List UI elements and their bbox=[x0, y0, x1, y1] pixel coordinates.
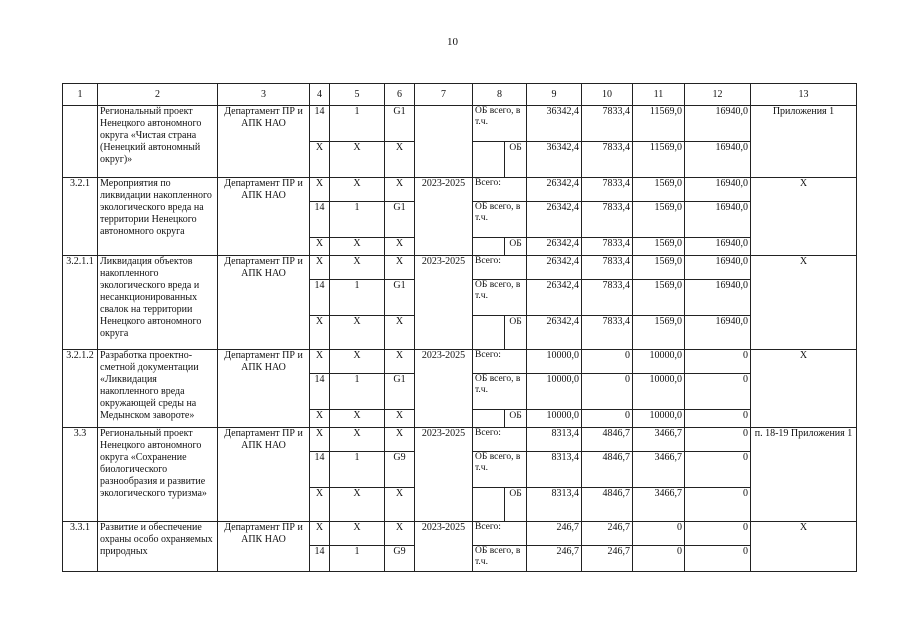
cell-col5: Х bbox=[330, 488, 385, 522]
table-row bbox=[63, 256, 857, 280]
amount-year-3: 0 bbox=[685, 522, 751, 546]
cell-col6: Х bbox=[385, 316, 415, 350]
amount-year-2: 1569,0 bbox=[633, 316, 685, 350]
row-department: Департамент ПР и АПК НАО bbox=[218, 522, 310, 572]
funding-source: ОБ bbox=[505, 488, 527, 522]
amount-year-3: 0 bbox=[685, 546, 751, 572]
amount-year-3: 0 bbox=[685, 452, 751, 488]
amount-year-2: 1569,0 bbox=[633, 238, 685, 256]
amount-year-3: 16940,0 bbox=[685, 238, 751, 256]
amount-year-3: 16940,0 bbox=[685, 316, 751, 350]
cell-col5: Х bbox=[330, 410, 385, 428]
amount-year-2: 3466,7 bbox=[633, 428, 685, 452]
col-header-1: 1 bbox=[63, 84, 98, 106]
cell-col5: Х bbox=[330, 350, 385, 374]
amount-total: 8313,4 bbox=[527, 428, 582, 452]
cell-col4: Х bbox=[310, 488, 330, 522]
funding-source: ОБ всего, в т.ч. bbox=[473, 106, 527, 142]
row-number: 3.2.1.2 bbox=[63, 350, 98, 428]
col-header-7: 7 bbox=[415, 84, 473, 106]
col-header-10: 10 bbox=[582, 84, 633, 106]
amount-year-2: 0 bbox=[633, 522, 685, 546]
cell-col5: 1 bbox=[330, 374, 385, 410]
funding-source: ОБ всего, в т.ч. bbox=[473, 202, 527, 238]
amount-total: 36342,4 bbox=[527, 106, 582, 142]
amount-year-1: 0 bbox=[582, 374, 633, 410]
col-header-9: 9 bbox=[527, 84, 582, 106]
row-name: Региональный проект Ненецкого автономного округа «Чистая страна (Ненецкий автономный округ)» bbox=[98, 106, 218, 178]
amount-total: 26342,4 bbox=[527, 280, 582, 316]
row-period: 2023-2025 bbox=[415, 178, 473, 256]
cell-col5: Х bbox=[330, 238, 385, 256]
cell-col6: Х bbox=[385, 488, 415, 522]
amount-year-2: 1569,0 bbox=[633, 202, 685, 238]
amount-year-3: 0 bbox=[685, 410, 751, 428]
row-name: Развитие и обеспечение охраны особо охраняемых природных bbox=[98, 522, 218, 572]
amount-year-2: 10000,0 bbox=[633, 410, 685, 428]
row-department: Департамент ПР и АПК НАО bbox=[218, 178, 310, 256]
cell-col5: 1 bbox=[330, 546, 385, 572]
row-period: 2023-2025 bbox=[415, 256, 473, 350]
amount-year-1: 0 bbox=[582, 410, 633, 428]
cell-col5: Х bbox=[330, 178, 385, 202]
funding-source: ОБ всего, в т.ч. bbox=[473, 280, 527, 316]
funding-source: ОБ bbox=[505, 238, 527, 256]
row-note: Х bbox=[751, 256, 857, 350]
row-name: Ликвидация объектов накопленного экологического вреда и несанкционированных свалок на территории Ненецкого автономного округа bbox=[98, 256, 218, 350]
row-name: Мероприятия по ликвидации накопленного экологического вреда на территории Ненецкого автономного округа bbox=[98, 178, 218, 256]
row-note: Х bbox=[751, 178, 857, 256]
cell-col5: Х bbox=[330, 256, 385, 280]
col-header-12: 12 bbox=[685, 84, 751, 106]
amount-year-2: 3466,7 bbox=[633, 488, 685, 522]
cell-col5: Х bbox=[330, 142, 385, 178]
amount-total: 26342,4 bbox=[527, 202, 582, 238]
funding-source: ОБ всего, в т.ч. bbox=[473, 452, 527, 488]
amount-total: 10000,0 bbox=[527, 410, 582, 428]
table-row bbox=[63, 522, 857, 546]
amount-year-1: 7833,4 bbox=[582, 238, 633, 256]
amount-year-1: 7833,4 bbox=[582, 142, 633, 178]
amount-year-3: 16940,0 bbox=[685, 142, 751, 178]
row-note: Х bbox=[751, 350, 857, 428]
amount-year-3: 0 bbox=[685, 488, 751, 522]
cell-col4: Х bbox=[310, 350, 330, 374]
amount-year-1: 7833,4 bbox=[582, 202, 633, 238]
amount-total: 246,7 bbox=[527, 546, 582, 572]
cell-col6: G1 bbox=[385, 202, 415, 238]
table-row bbox=[63, 106, 857, 142]
cell-col4: Х bbox=[310, 410, 330, 428]
amount-year-2: 1569,0 bbox=[633, 256, 685, 280]
amount-year-2: 1569,0 bbox=[633, 280, 685, 316]
row-note: п. 18-19 Приложения 1 bbox=[751, 428, 857, 522]
funding-source: ОБ всего, в т.ч. bbox=[473, 546, 527, 572]
col-header-11: 11 bbox=[633, 84, 685, 106]
amount-year-3: 16940,0 bbox=[685, 106, 751, 142]
row-period: 2023-2025 bbox=[415, 428, 473, 522]
funding-source: Всего: bbox=[473, 256, 527, 280]
cell-col4: Х bbox=[310, 238, 330, 256]
amount-year-2: 0 bbox=[633, 546, 685, 572]
row-department: Департамент ПР и АПК НАО bbox=[218, 428, 310, 522]
funding-source: Всего: bbox=[473, 350, 527, 374]
row-note: Х bbox=[751, 522, 857, 572]
amount-total: 26342,4 bbox=[527, 178, 582, 202]
cell-col4: 14 bbox=[310, 546, 330, 572]
col-header-6: 6 bbox=[385, 84, 415, 106]
amount-year-2: 11569,0 bbox=[633, 142, 685, 178]
cell-col5: Х bbox=[330, 428, 385, 452]
col-header-8: 8 bbox=[473, 84, 527, 106]
amount-year-1: 7833,4 bbox=[582, 280, 633, 316]
blank-cell bbox=[473, 488, 505, 522]
table-row bbox=[63, 350, 857, 374]
col-header-4: 4 bbox=[310, 84, 330, 106]
row-note: Приложения 1 bbox=[751, 106, 857, 178]
cell-col6: Х bbox=[385, 238, 415, 256]
cell-col5: 1 bbox=[330, 452, 385, 488]
cell-col5: Х bbox=[330, 522, 385, 546]
blank-cell bbox=[473, 142, 505, 178]
funding-source: Всего: bbox=[473, 178, 527, 202]
amount-total: 26342,4 bbox=[527, 316, 582, 350]
row-number: 3.3.1 bbox=[63, 522, 98, 572]
cell-col4: Х bbox=[310, 522, 330, 546]
col-header-3: 3 bbox=[218, 84, 310, 106]
amount-total: 36342,4 bbox=[527, 142, 582, 178]
budget-table bbox=[62, 83, 857, 572]
cell-col6: Х bbox=[385, 410, 415, 428]
row-number: 3.2.1.1 bbox=[63, 256, 98, 350]
cell-col6: G1 bbox=[385, 280, 415, 316]
cell-col6: G1 bbox=[385, 106, 415, 142]
funding-source: ОБ bbox=[505, 142, 527, 178]
amount-year-3: 16940,0 bbox=[685, 256, 751, 280]
col-header-5: 5 bbox=[330, 84, 385, 106]
amount-year-3: 0 bbox=[685, 350, 751, 374]
amount-year-3: 0 bbox=[685, 428, 751, 452]
row-department: Департамент ПР и АПК НАО bbox=[218, 350, 310, 428]
funding-source: ОБ всего, в т.ч. bbox=[473, 374, 527, 410]
amount-year-1: 4846,7 bbox=[582, 452, 633, 488]
cell-col6: Х bbox=[385, 428, 415, 452]
cell-col6: Х bbox=[385, 522, 415, 546]
row-number: 3.2.1 bbox=[63, 178, 98, 256]
funding-source: ОБ bbox=[505, 410, 527, 428]
page-number: 10 bbox=[447, 36, 458, 48]
cell-col4: Х bbox=[310, 178, 330, 202]
funding-source: Всего: bbox=[473, 522, 527, 546]
row-period bbox=[415, 106, 473, 178]
amount-year-2: 1569,0 bbox=[633, 178, 685, 202]
cell-col5: 1 bbox=[330, 202, 385, 238]
header-row bbox=[63, 84, 857, 106]
cell-col4: Х bbox=[310, 256, 330, 280]
amount-year-1: 246,7 bbox=[582, 522, 633, 546]
amount-year-2: 11569,0 bbox=[633, 106, 685, 142]
amount-total: 10000,0 bbox=[527, 350, 582, 374]
row-name: Региональный проект Ненецкого автономного округа «Сохранение биологического разнообразия и развитие экологического туризма» bbox=[98, 428, 218, 522]
row-period: 2023-2025 bbox=[415, 522, 473, 572]
row-name: Разработка проектно-сметной документации «Ликвидация накопленного вреда окружающей среды на Медынском заворотe» bbox=[98, 350, 218, 428]
col-header-13: 13 bbox=[751, 84, 857, 106]
blank-cell bbox=[473, 316, 505, 350]
amount-total: 10000,0 bbox=[527, 374, 582, 410]
amount-total: 26342,4 bbox=[527, 256, 582, 280]
row-department: Департамент ПР и АПК НАО bbox=[218, 256, 310, 350]
amount-year-1: 7833,4 bbox=[582, 106, 633, 142]
row-number bbox=[63, 106, 98, 178]
amount-year-1: 4846,7 bbox=[582, 428, 633, 452]
table-row bbox=[63, 178, 857, 202]
cell-col4: 14 bbox=[310, 280, 330, 316]
cell-col6: G9 bbox=[385, 452, 415, 488]
blank-cell bbox=[473, 410, 505, 428]
amount-total: 246,7 bbox=[527, 522, 582, 546]
cell-col5: 1 bbox=[330, 106, 385, 142]
cell-col4: 14 bbox=[310, 452, 330, 488]
cell-col6: G9 bbox=[385, 546, 415, 572]
cell-col4: Х bbox=[310, 142, 330, 178]
funding-source: Всего: bbox=[473, 428, 527, 452]
amount-year-2: 10000,0 bbox=[633, 350, 685, 374]
amount-year-3: 16940,0 bbox=[685, 178, 751, 202]
amount-year-1: 4846,7 bbox=[582, 488, 633, 522]
amount-year-1: 7833,4 bbox=[582, 316, 633, 350]
cell-col6: Х bbox=[385, 256, 415, 280]
funding-source: ОБ bbox=[505, 316, 527, 350]
cell-col5: Х bbox=[330, 316, 385, 350]
col-header-2: 2 bbox=[98, 84, 218, 106]
amount-year-2: 3466,7 bbox=[633, 452, 685, 488]
amount-total: 26342,4 bbox=[527, 238, 582, 256]
cell-col5: 1 bbox=[330, 280, 385, 316]
cell-col4: Х bbox=[310, 428, 330, 452]
amount-year-2: 10000,0 bbox=[633, 374, 685, 410]
row-period: 2023-2025 bbox=[415, 350, 473, 428]
blank-cell bbox=[473, 238, 505, 256]
cell-col4: 14 bbox=[310, 106, 330, 142]
cell-col6: Х bbox=[385, 178, 415, 202]
amount-year-3: 16940,0 bbox=[685, 202, 751, 238]
amount-total: 8313,4 bbox=[527, 488, 582, 522]
amount-year-3: 16940,0 bbox=[685, 280, 751, 316]
row-number: 3.3 bbox=[63, 428, 98, 522]
row-department: Департамент ПР и АПК НАО bbox=[218, 106, 310, 178]
cell-col4: Х bbox=[310, 316, 330, 350]
amount-year-1: 7833,4 bbox=[582, 178, 633, 202]
cell-col6: Х bbox=[385, 350, 415, 374]
amount-total: 8313,4 bbox=[527, 452, 582, 488]
amount-year-1: 0 bbox=[582, 350, 633, 374]
cell-col4: 14 bbox=[310, 202, 330, 238]
cell-col6: Х bbox=[385, 142, 415, 178]
amount-year-1: 246,7 bbox=[582, 546, 633, 572]
amount-year-3: 0 bbox=[685, 374, 751, 410]
cell-col6: G1 bbox=[385, 374, 415, 410]
amount-year-1: 7833,4 bbox=[582, 256, 633, 280]
cell-col4: 14 bbox=[310, 374, 330, 410]
table-row bbox=[63, 428, 857, 452]
